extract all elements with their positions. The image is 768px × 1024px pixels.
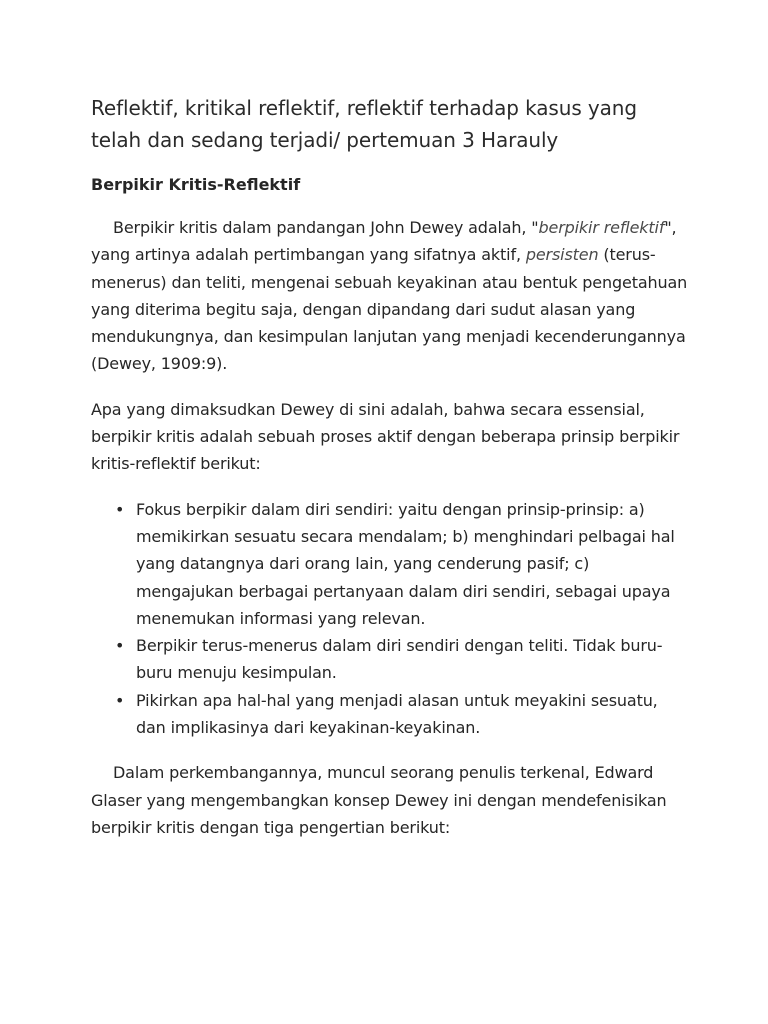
paragraph-text: Berpikir kritis dalam pandangan John Dewey adalah, " (113, 218, 539, 237)
principles-list (91, 496, 691, 742)
list-item-text: Berpikir terus-menerus dalam diri sendiri dengan teliti. Tidak buru-buru menuju kesimpulan. (136, 636, 663, 683)
document-page (91, 92, 691, 859)
paragraph-dewey-meaning: Apa yang dimaksudkan Dewey di sini adalah, bahwa secara essensial, berpikir kritis adalah sebuah proses aktif dengan beberapa prinsip berpikir kritis-reflektif berikut: (91, 399, 680, 474)
italic-term: persisten (525, 245, 599, 265)
document-title: Reflektif, kritikal reflektif, reflektif terhadap kasus yang telah dan sedang terjadi/ pertemuan 3 Harauly (91, 96, 637, 152)
list-item (91, 632, 691, 687)
list-item-text: Pikirkan apa hal-hal yang menjadi alasan untuk meyakini sesuatu, dan implikasinya dari keyakinan-keyakinan. (136, 690, 658, 738)
italic-term: berpikir reflektif (538, 218, 665, 237)
paragraph-glaser: Dalam perkembangannya, muncul seorang penulis terkenal, Edward Glaser yang mengembangkan konsep Dewey ini dengan mendefenisikan berpikir kritis dengan tiga pengertian berikut: (91, 763, 667, 837)
paragraph-dewey-definition (91, 214, 691, 378)
paragraph-text: (terus-menerus) dan teliti, mengenai sebuah keyakinan atau bentuk pengetahuan yang diterima begitu saja, dengan dipandang dari sudut alasan yang mendukungnya, dan kesimpulan lanjutan yang menjadi kecenderungannya (Dewey, 1909:9). (91, 245, 688, 374)
list-item-text: Fokus berpikir dalam diri sendiri: yaitu dengan prinsip-prinsip: a) memikirkan sesuatu secara mendalam; b) menghindari pelbagai hal yang datangnya dari orang lain, yang cenderung pasif; c) mengajukan berbagai pertanyaan dalam diri sendiri, sebagai upaya menemukan informasi yang relevan. (136, 499, 675, 628)
bullet-icon: • (115, 690, 125, 710)
paragraph-text: ", yang artinya adalah pertimbangan yang sifatnya aktif, (91, 218, 677, 265)
list-item (91, 496, 691, 632)
bullet-icon: • (115, 499, 125, 519)
list-item (91, 687, 691, 742)
bullet-icon: • (115, 636, 125, 656)
section-heading: Berpikir Kritis-Reflektif (91, 175, 301, 194)
